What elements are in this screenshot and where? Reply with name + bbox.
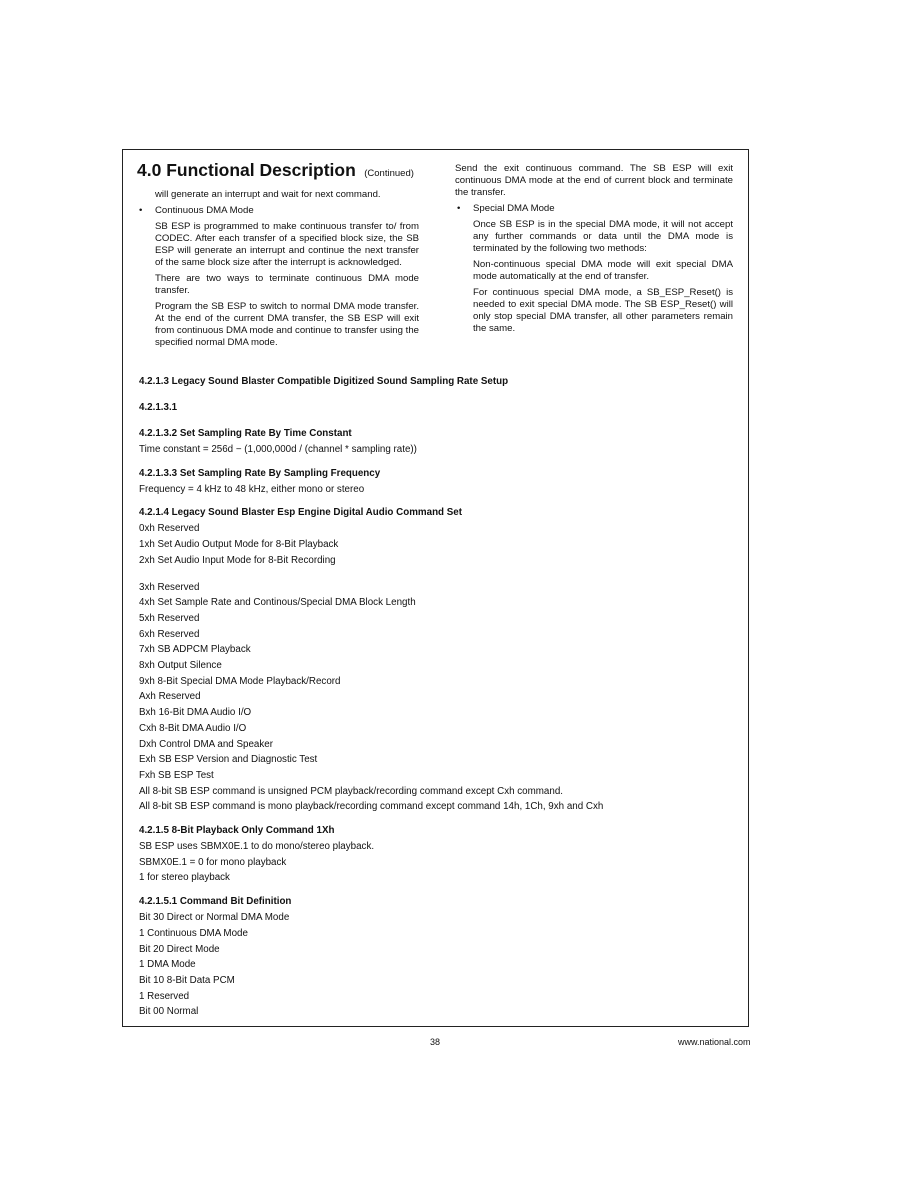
bullet-continuous-dma [137, 205, 419, 217]
right-para4: For continuous special DMA mode, a SB_ESP_Reset() is needed to exit special DMA mode. The SB ESP_Reset() will only stop special DMA transfer, all other parameters remain the same. [473, 287, 733, 334]
section-heading: 4.2.1.3.1 [139, 402, 178, 413]
bit-line: Bit 30 Direct or Normal DMA Mode [139, 912, 290, 924]
section-heading: 4.2.1.4 Legacy Sound Blaster Esp Engine Digital Audio Command Set [139, 507, 463, 519]
bullet-special-dma [455, 203, 733, 215]
left-line1: will generate an interrupt and wait for next command. [155, 189, 381, 200]
command-line: Bxh 16-Bit DMA Audio I/O [139, 707, 252, 719]
left-para3: Program the SB ESP to switch to normal DMA mode transfer. At the end of the current DMA transfer, the SB ESP will exit from continuous DMA mode and continue to transfer using the specified normal DMA mode. [155, 301, 419, 348]
command-line: 7xh SB ADPCM Playback [139, 644, 251, 656]
left-para1: SB ESP is programmed to make continuous transfer to/ from CODEC. After each transfer of a specified block size, the SB ESP will generate an interrupt and continue the next transfer of the same block size after the interrupt is acknowledged. [155, 221, 419, 268]
command-line: Fxh SB ESP Test [139, 769, 214, 781]
right-para1: Send the exit continuous command. The SB ESP will exit continuous DMA mode at the end of current block and terminate the transfer. [455, 163, 733, 198]
right-para3: Non-continuous special DMA mode will exit special DMA mode automatically at the end of transfer. [473, 259, 733, 282]
right-para2: Once SB ESP is in the special DMA mode, it will not accept any further commands or data until the DMA mode is terminated by the following two methods: [473, 219, 733, 254]
command-line: Exh SB ESP Version and Diagnostic Test [139, 754, 318, 766]
main-body [139, 374, 739, 1020]
title-text: 4.0 Functional Description [137, 160, 356, 180]
section-heading: 4.2.1.3.3 Set Sampling Rate By Sampling Frequency [139, 467, 381, 479]
command-line: 4xh Set Sample Rate and Continous/Special DMA Block Length [139, 597, 416, 609]
page-title [137, 160, 414, 181]
command-line: 5xh Reserved [139, 612, 200, 624]
bit-line: Bit 00 Normal [139, 1006, 199, 1018]
command-line: 9xh 8-Bit Special DMA Mode Playback/Record [139, 675, 341, 687]
body-line: 1 for stereo playback [139, 872, 230, 884]
command-line: 6xh Reserved [139, 628, 200, 640]
command-line: 0xh Reserved [139, 523, 200, 535]
command-line: 8xh Output Silence [139, 660, 222, 672]
body-line: SB ESP uses SBMX0E.1 to do mono/stereo playback. [139, 841, 375, 853]
command-note: All 8-bit SB ESP command is mono playback/recording command except command 14h, 1Ch, 9xh and Cxh [139, 801, 604, 813]
bit-line: 1 Reserved [139, 990, 190, 1002]
footer-website-link[interactable]: www.national.com [678, 1037, 751, 1047]
bullet-dot-icon: • [457, 203, 461, 214]
body-line: Time constant = 256d − (1,000,000d / (channel * sampling rate)) [139, 444, 417, 455]
right-column [455, 163, 733, 339]
section-heading: 4.2.1.5 8-Bit Playback Only Command 1Xh [139, 825, 335, 837]
command-line: 2xh Set Audio Input Mode for 8-Bit Recording [139, 554, 336, 566]
command-line: Axh Reserved [139, 691, 201, 703]
bullet-label: Continuous DMA Mode [155, 205, 254, 216]
bit-line: Bit 10 8-Bit Data PCM [139, 974, 235, 986]
left-column [137, 189, 419, 353]
section-heading: 4.2.1.3.2 Set Sampling Rate By Time Constant [139, 428, 352, 439]
body-line: SBMX0E.1 = 0 for mono playback [139, 856, 287, 868]
command-line: Dxh Control DMA and Speaker [139, 738, 273, 750]
body-line: Frequency = 4 kHz to 48 kHz, either mono or stereo [139, 483, 365, 495]
section-heading: 4.2.1.5.1 Command Bit Definition [139, 896, 292, 908]
command-line: 3xh Reserved [139, 581, 200, 593]
section-heading: 4.2.1.3 Legacy Sound Blaster Compatible Digitized Sound Sampling Rate Setup [139, 376, 509, 387]
bit-line: Bit 20 Direct Mode [139, 943, 220, 955]
bullet-dot-icon: • [139, 205, 143, 216]
bit-line: 1 Continuous DMA Mode [139, 927, 248, 939]
left-para2: There are two ways to terminate continuous DMA mode transfer. [155, 273, 419, 296]
continued-label: (Continued) [364, 168, 414, 179]
command-line: Cxh 8-Bit DMA Audio I/O [139, 722, 247, 734]
command-note: All 8-bit SB ESP command is unsigned PCM playback/recording command except Cxh command. [139, 785, 563, 797]
bit-line: 1 DMA Mode [139, 959, 196, 971]
command-line: 1xh Set Audio Output Mode for 8-Bit Playback [139, 539, 339, 551]
bullet-label: Special DMA Mode [473, 203, 555, 214]
page-number: 38 [430, 1037, 441, 1047]
